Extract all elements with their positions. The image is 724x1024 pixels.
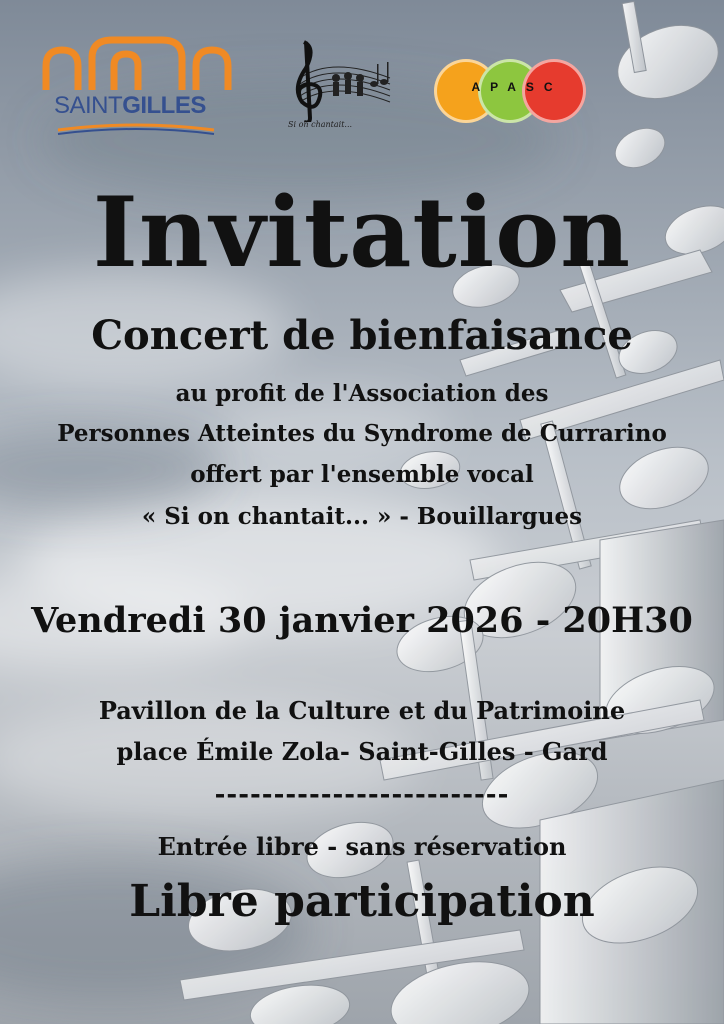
arches-icon [42,36,232,92]
invitation-title: Invitation [92,176,632,289]
venue-address: place Émile Zola- Saint-Gilles - Gard [116,737,608,766]
saint-gilles-wordmark: SAINTGILLES [54,92,206,119]
venue-name: Pavillon de la Culture et du Patrimoine [98,696,626,725]
entry-info: Entrée libre - sans réservation [157,832,567,861]
event-date: Vendredi 30 janvier 2026 - 20H30 [31,600,693,641]
choir-logo [282,38,394,140]
dashed-separator: ------------------------- [214,780,510,810]
apasc-letters: APASC [471,80,563,94]
participation-text: Libre participation [129,876,595,927]
saint-gilles-logo [40,34,232,134]
treble-clef-staff-icon [282,38,394,122]
choir-tagline: Si on chantait... [288,120,353,129]
performer-line-1: offert par l'ensemble vocal [190,461,534,488]
beneficiary-line-2: Personnes Atteintes du Syndrome de Currarino [57,420,667,447]
beneficiary-line-1: au profit de l'Association des [175,380,549,407]
performer-line-2: « Si on chantait... » - Bouillargues [141,503,583,530]
apasc-logo [434,56,584,124]
swoosh-icon [56,122,216,136]
concert-subtitle: Concert de bienfaisance [91,312,633,359]
